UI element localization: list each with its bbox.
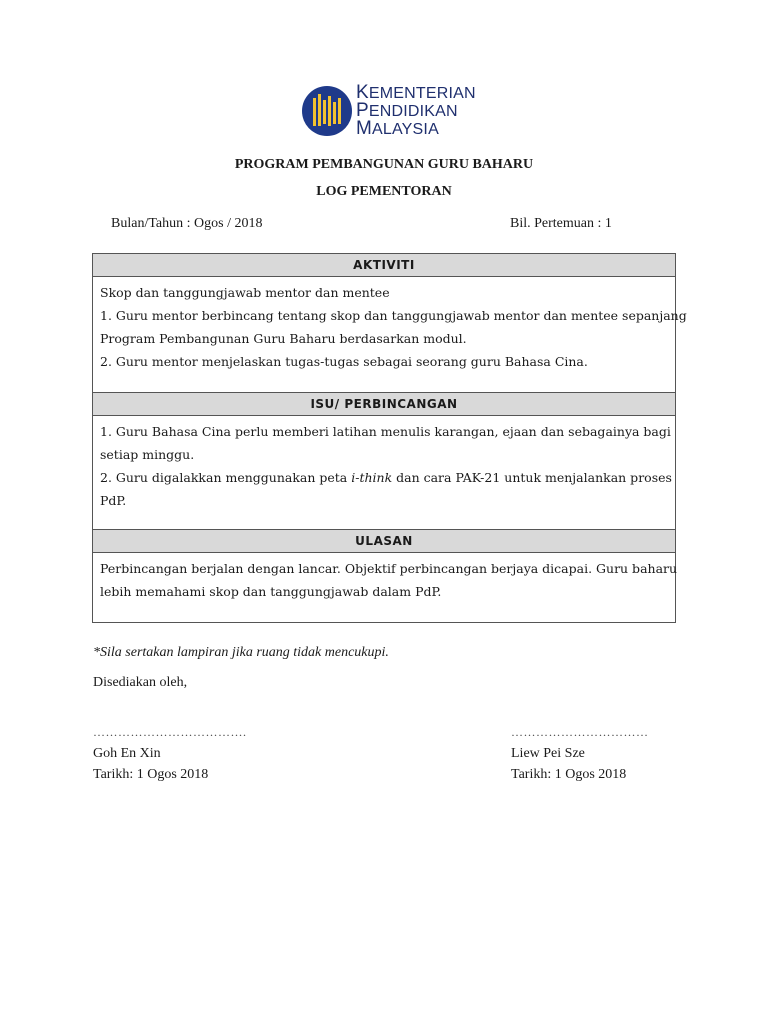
log-title: LOG PEMENTORAN xyxy=(316,184,452,199)
attachment-note: *Sila sertakan lampiran jika ruang tidak mencukupi. xyxy=(93,645,389,660)
ulasan-body xyxy=(93,553,678,607)
aktiviti-section xyxy=(92,253,687,393)
aktiviti-line: 1. Guru mentor berbincang tentang skop dan tanggungjawab mentor dan mentee sepanjang xyxy=(100,308,687,323)
ministry-logo xyxy=(302,84,482,138)
isu-line: 1. Guru Bahasa Cina perlu memberi latihan menulis karangan, ejaan dan sebagainya bagi xyxy=(100,424,671,439)
prepared-by-label: Disediakan oleh, xyxy=(93,675,188,690)
ministry-emblem-icon xyxy=(302,86,352,136)
isu-line: PdP. xyxy=(100,493,127,508)
mentor-signature-block xyxy=(511,722,649,785)
ministry-name: KEMENTERIAN PENDIDIKAN MALAYSIA xyxy=(356,82,476,139)
isu-body xyxy=(93,416,675,516)
aktiviti-line: 2. Guru mentor menjelaskan tugas-tugas sebagai seorang guru Bahasa Cina. xyxy=(100,354,588,369)
month-year: Bulan/Tahun : Ogos / 2018 xyxy=(111,216,263,231)
isu-line: setiap minggu. xyxy=(100,447,195,462)
signature-line: …………………………… xyxy=(511,725,649,739)
mentee-signature-block xyxy=(93,722,247,785)
isu-heading: ISU/ PERBINCANGAN xyxy=(93,393,675,416)
i-think-term: i-think xyxy=(351,470,393,485)
signature-line: ………………………………. xyxy=(93,725,247,739)
mentee-date: Tarikh: 1 Ogos 2018 xyxy=(93,767,209,782)
ulasan-section xyxy=(92,529,676,623)
ulasan-line: lebih memahami skop dan tanggungjawab dalam PdP. xyxy=(100,584,442,599)
mentor-date: Tarikh: 1 Ogos 2018 xyxy=(511,767,627,782)
aktiviti-heading: AKTIVITI xyxy=(93,254,675,277)
mentor-name: Liew Pei Sze xyxy=(511,746,585,761)
aktiviti-line: Program Pembangunan Guru Baharu berdasarkan modul. xyxy=(100,331,467,346)
mentee-name: Goh En Xin xyxy=(93,746,161,761)
aktiviti-body xyxy=(93,277,687,377)
aktiviti-line: Skop dan tanggungjawab mentor dan mentee xyxy=(100,285,390,300)
meeting-number: Bil. Pertemuan : 1 xyxy=(510,216,612,231)
ulasan-heading: ULASAN xyxy=(93,530,675,553)
program-title: PROGRAM PEMBANGUNAN GURU BAHARU xyxy=(234,157,534,172)
isu-line: 2. Guru digalakkan menggunakan peta i-think dan cara PAK-21 untuk menjalankan proses xyxy=(100,470,672,485)
ulasan-line: Perbincangan berjalan dengan lancar. Objektif perbincangan berjaya dicapai. Guru baharu xyxy=(100,561,678,576)
isu-section xyxy=(92,392,676,530)
